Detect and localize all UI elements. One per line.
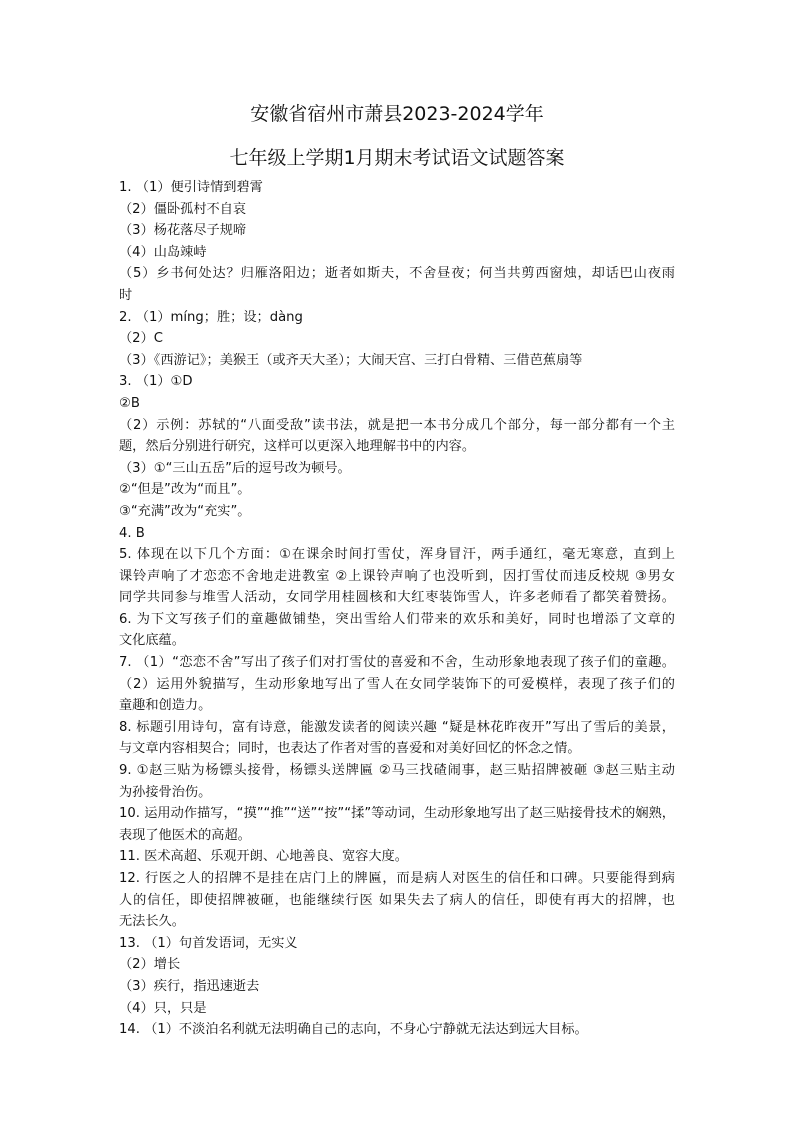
text-line: 4. B [119,525,145,541]
text-line: 人的信任，即使招牌被砸，也能继续行医 如果失去了病人的信任，即使有再大的招牌，也 [119,892,675,908]
text-line: 时 [119,287,133,303]
text-line: （2）增长 [119,957,181,973]
text-line: （3）疾行，指迅速逝去 [119,978,260,994]
text-line: （2）运用外貌描写，生动形象地写出了雪人在女同学装饰下的可爱模样，表现了孩子们的 [119,676,675,692]
text-line: 童趣和创造力。 [119,698,212,714]
text-line: 13. （1）句首发语词，无实义 [119,935,298,951]
text-line: 2. （1）míng；胜；设；dàng [119,309,303,325]
text-line: （5）乡书何处达？归雁洛阳边；逝者如斯夫，不舍昼夜；何当共剪西窗烛，却话巴山夜雨 [119,266,675,282]
text-line: 5. 体现在以下几个方面：①在课余时间打雪仗，浑身冒汗，两手通红，毫无寒意，直到上 [119,547,675,563]
text-line: ②“但是”改为“而且”。 [119,482,251,498]
text-line: ③“充满”改为“充实”。 [119,503,251,519]
text-line: 6. 为下文写孩子们的童趣做铺垫，突出雪给人们带来的欢乐和美好，同时也增添了文章的 [119,611,675,627]
text-line: 无法长久。 [119,914,185,930]
text-line: ②B [119,395,140,411]
document-title: 安徽省宿州市萧县2023-2024学年 [250,103,544,125]
text-line: 12. 行医之人的招牌不是挂在店门上的牌匾，而是病人对医生的信任和口碑。只要能得到病 [119,871,675,886]
text-line: 9. ①赵三贴为杨镖头接骨，杨镖头送牌匾 ②马三找碴闹事，赵三贴招牌被砸 ③赵三贴主动 [119,763,675,779]
text-line: （2）僵卧孤村不自哀 [119,201,247,217]
document-subtitle: 七年级上学期1月期末考试语文试题答案 [229,147,565,169]
text-line: （4）只，只是 [119,1000,207,1016]
text-line: 题，然后分别进行研究，这样可以更深入地理解书中的内容。 [119,439,476,455]
text-line: （2）示例：苏轼的“八面受敌”读书法，就是把一本书分成几个部分，每一部分都有一个主 [119,417,675,433]
text-line: 10. 运用动作描写，“摸”“推”“送”“按”“揉”等动词，生动形象地写出了赵三贴接骨技术的娴熟， [119,806,675,822]
text-line: 课铃声响了才恋恋不舍地走进教室 ②上课铃声响了也没听到，因打雪仗而违反校规 ③男女 [119,568,675,584]
text-line: （2）C [119,331,163,347]
text-line: 文化底蕴。 [119,633,185,649]
text-line: 3. （1）①D [119,374,193,390]
text-line: 14. （1）不淡泊名利就无法明确自己的志向，不身心宁静就无法达到远大目标。 [119,1022,588,1038]
text-line: 为孙接骨治伤。 [119,784,212,800]
text-line: （4）山岛竦峙 [119,244,207,260]
text-line: （3）①“三山五岳”后的逗号改为顿号。 [119,460,351,476]
answer-content [119,177,675,1041]
text-line: 11. 医术高超、乐观开朗、心地善良、宽容大度。 [119,849,408,865]
text-line: 7. （1）“恋恋不舍”写出了孩子们对打雪仗的喜爱和不舍，生动形象地表现了孩子们的童趣。 [119,655,675,671]
text-line: 表现了他医术的高超。 [119,827,251,843]
text-line: （3）杨花落尽子规啼 [119,223,247,239]
text-line: 同学共同参与堆雪人活动，女同学用桂圆核和大红枣装饰雪人，许多老师看了都笑着赞扬。 [119,590,675,606]
text-line: 8. 标题引用诗句，富有诗意，能激发读者的阅读兴趣 “疑是林花昨夜开”写出了雪后的美景， [119,719,675,735]
text-line: 与文章内容相契合；同时，也表达了作者对雪的喜爱和对美好回忆的怀念之情。 [119,741,581,757]
text-line: （3）《西游记》；美猴王（或齐天大圣）；大闹天宫、三打白骨精、三借芭蕉扇等 [119,352,583,368]
text-line: 1. （1）便引诗情到碧霄 [119,180,263,195]
